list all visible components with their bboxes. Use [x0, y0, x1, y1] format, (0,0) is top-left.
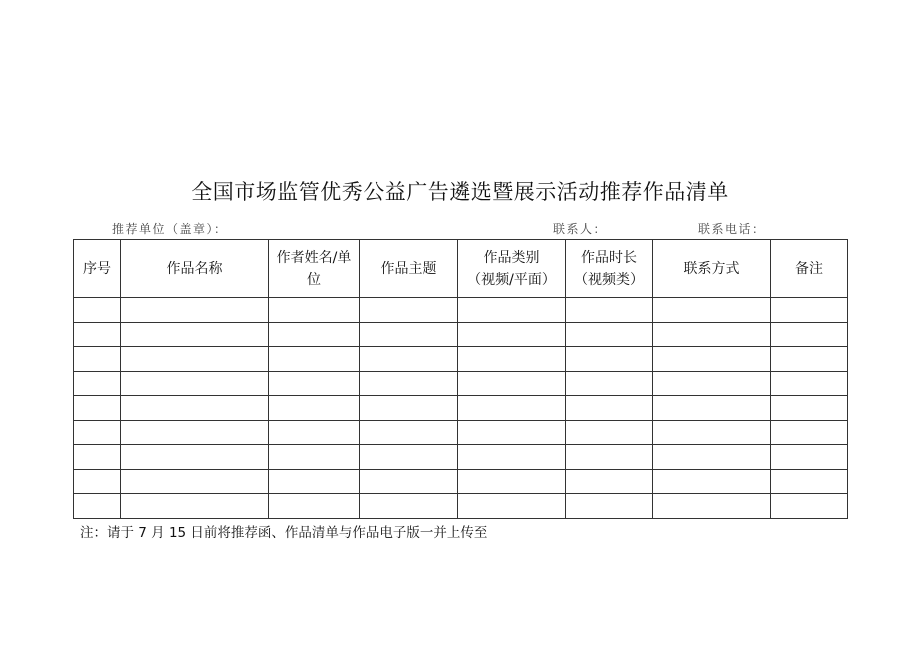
table-cell [566, 322, 653, 347]
table-cell [653, 322, 771, 347]
table-cell [360, 494, 458, 519]
header-line: 作品名称 [166, 260, 223, 277]
table-cell [771, 494, 848, 519]
table-cell [121, 469, 269, 494]
header-contact-method [653, 240, 771, 298]
table-cell [74, 420, 121, 445]
header-work-duration [566, 240, 653, 298]
table-cell [458, 445, 566, 470]
table-header-row [74, 240, 848, 298]
table-body [74, 298, 848, 519]
works-list-table [73, 239, 848, 519]
table-cell [360, 298, 458, 323]
table-cell [269, 396, 360, 421]
table-cell [121, 420, 269, 445]
table-row [74, 420, 848, 445]
table-cell [653, 420, 771, 445]
table-cell [360, 371, 458, 396]
header-line: 作品类别 [483, 249, 540, 266]
document-title: 全国市场监管优秀公益广告遴选暨展示活动推荐作品清单 [191, 180, 729, 204]
header-line: （视频/平面） [467, 271, 556, 288]
header-work-theme [360, 240, 458, 298]
table-cell [458, 347, 566, 372]
table-row [74, 445, 848, 470]
table-cell [771, 420, 848, 445]
table-cell [458, 469, 566, 494]
table-cell [360, 396, 458, 421]
table-cell [566, 347, 653, 372]
table-cell [653, 494, 771, 519]
header-line: 作品时长 [581, 249, 637, 266]
table-cell [566, 371, 653, 396]
table-cell [771, 396, 848, 421]
recommending-unit-label: 推荐单位（盖章）： [112, 222, 228, 236]
table-cell [121, 445, 269, 470]
table-row [74, 396, 848, 421]
table-cell [269, 347, 360, 372]
header-line: （视频类） [574, 271, 644, 288]
table-row [74, 469, 848, 494]
table-cell [771, 347, 848, 372]
table-cell [360, 445, 458, 470]
header-line: 备注 [795, 260, 823, 277]
table-cell [458, 322, 566, 347]
header-remarks [771, 240, 848, 298]
table-cell [566, 469, 653, 494]
header-line: 序号 [83, 260, 111, 277]
table-cell [360, 322, 458, 347]
table-cell [269, 494, 360, 519]
table-cell [74, 494, 121, 519]
table-row [74, 347, 848, 372]
table-cell [458, 396, 566, 421]
table-cell [458, 494, 566, 519]
table-cell [121, 494, 269, 519]
table-row [74, 371, 848, 396]
header-line: 位 [307, 271, 321, 288]
table-cell [360, 347, 458, 372]
table-cell [121, 322, 269, 347]
header-line: 作者姓名/单 [276, 249, 352, 266]
table-cell [74, 396, 121, 421]
table-cell [771, 371, 848, 396]
table-cell [269, 322, 360, 347]
table-cell [653, 396, 771, 421]
table-cell [121, 298, 269, 323]
table-cell [269, 445, 360, 470]
table-cell [653, 445, 771, 470]
header-line: 作品主题 [380, 260, 437, 277]
table-cell [771, 469, 848, 494]
table-cell [771, 322, 848, 347]
table-cell [771, 445, 848, 470]
table-cell [653, 371, 771, 396]
table-row [74, 298, 848, 323]
table-cell [458, 420, 566, 445]
header-serial-number [74, 240, 121, 298]
table-row [74, 322, 848, 347]
header-author-unit [269, 240, 360, 298]
contact-phone-label: 联系电话： [698, 222, 766, 236]
table-cell [566, 396, 653, 421]
table-cell [566, 298, 653, 323]
table-cell [458, 298, 566, 323]
footnote: 注：请于 7 月 15 日前将推荐函、作品清单与作品电子版一并上传至 [80, 525, 488, 541]
table-cell [360, 469, 458, 494]
contact-person-label: 联系人： [553, 222, 608, 236]
table-cell [74, 469, 121, 494]
table-cell [74, 371, 121, 396]
table-cell [269, 371, 360, 396]
table-cell [269, 469, 360, 494]
table-cell [653, 469, 771, 494]
header-work-category [458, 240, 566, 298]
table-cell [74, 347, 121, 372]
table-cell [566, 494, 653, 519]
table-cell [121, 396, 269, 421]
table-cell [269, 420, 360, 445]
header-work-name [121, 240, 269, 298]
table-cell [121, 347, 269, 372]
header-line: 联系方式 [683, 260, 740, 277]
table-row [74, 494, 848, 519]
table-cell [269, 298, 360, 323]
table-cell [771, 298, 848, 323]
table-cell [74, 445, 121, 470]
table-cell [566, 445, 653, 470]
table-cell [458, 371, 566, 396]
table-cell [121, 371, 269, 396]
table-cell [74, 322, 121, 347]
table-cell [566, 420, 653, 445]
table-cell [360, 420, 458, 445]
table-cell [653, 298, 771, 323]
table-cell [74, 298, 121, 323]
table-cell [653, 347, 771, 372]
